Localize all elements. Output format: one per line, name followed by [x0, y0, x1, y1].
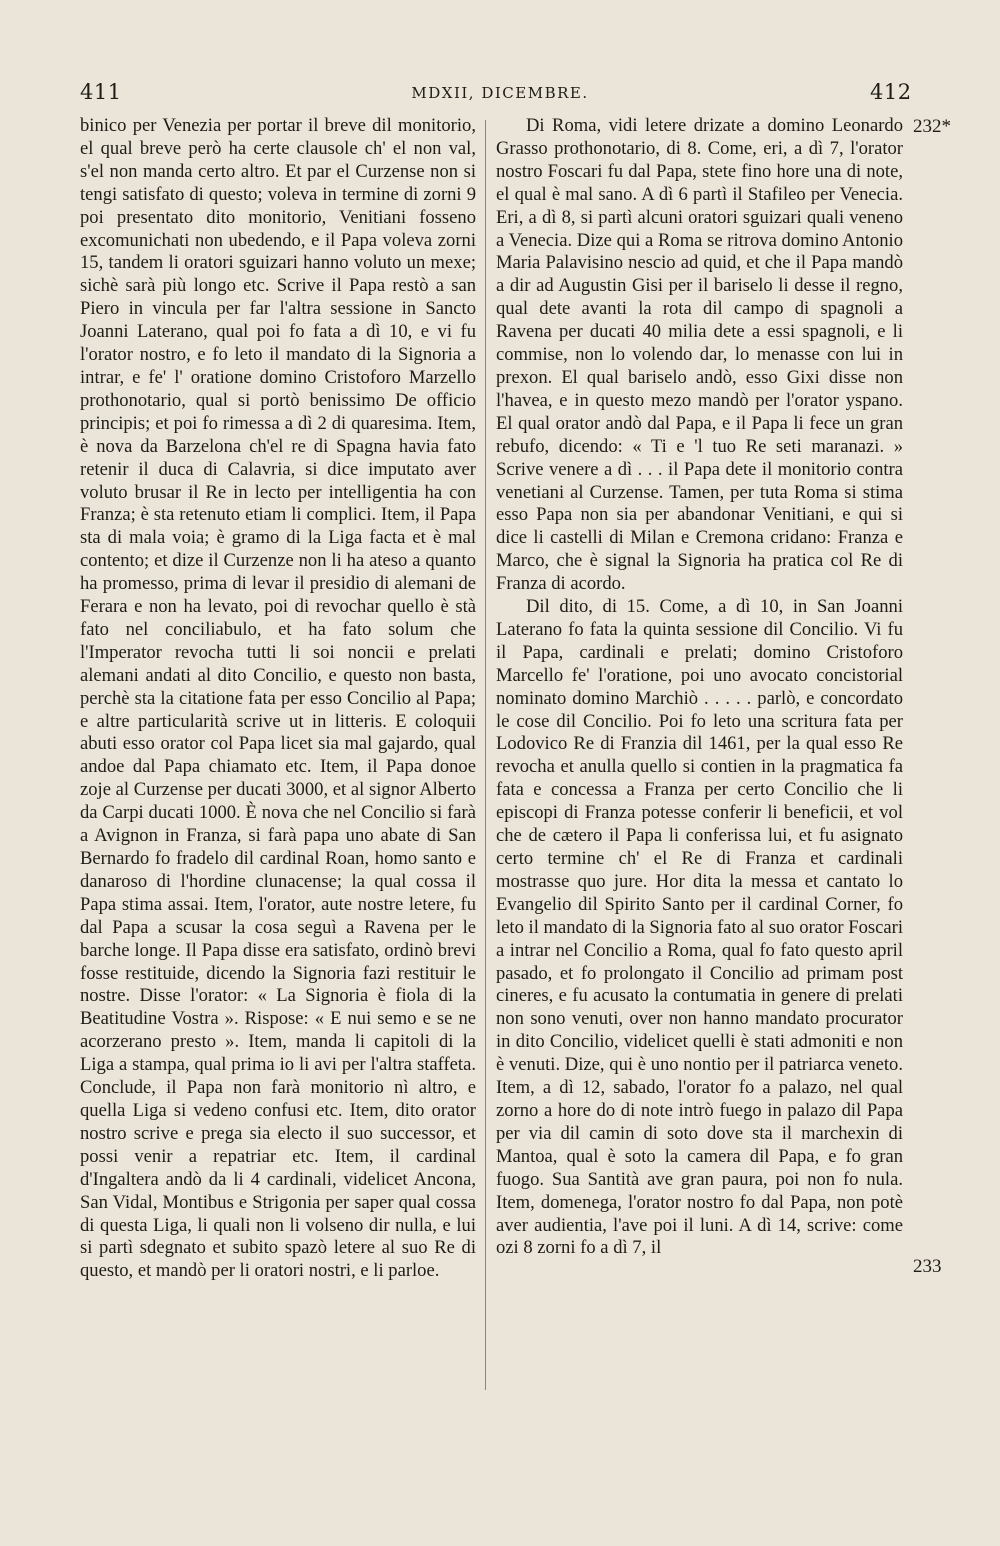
column-divider: [485, 120, 486, 1390]
right-paragraph-2: Dil dito, di 15. Come, a dì 10, in San Joanni Laterano fo fata la quinta sessione dil Concilio. Vi fu il Papa, cardinali e prelati; domino Cristoforo Marcello fe' l'oratione, poi uno avocato concistorial nominato domino Marchiò . . . . . parlò, e concordato le cose dil Concilio. Poi fo leto una scritura fata per Lodovico Re di Franzia dil 1461, per la qual esso Re revocha et anulla quello si contien in la pragmatica fa fata e concessa a Franza per certo Concilio che li episcopi di Franza potesse conferir li beneficii, et vol che de cætero il Papa li conferissa lui, et fu asignato certo termine ch' el Re di Franza et cardinali mostrasse quo jure. Hor dita la messa et cantato lo Evangelio dil Spirito Santo per il cardinal Corner, fo leto il mandato di la Signoria fato al suo orator Foscari a intrar nel Concilio a Roma, qual fo fato questo april pasado, et fo prolongato il Concilio ad primam post cineres, e fu acusato la contumatia in genere di prelati non sono venuti, over non hanno mandato procurator in dito Concilio, videlicet quelli è stati admoniti e non è venuti. Dize, qui è uno nontio per il patriarca veneto. Item, a dì 12, sabado, l'orator fo a palazo, nel qual zorno a hore do di note intrò fuego in palazo dil Papa per via dil camin di soto dove sta il marchexin di Mantoa, qual è soto la camera dil Papa, e fo gran fuogo. Sua Santità ave gran paura, poi non fo nula. Item, domenega, l'orator nostro fo dal Papa, non potè aver audientia, l'ave poi il luni. A dì 14, scrive: come ozi 8 zorni fo a dì 7, il: [496, 596, 903, 1259]
margin-note-232: 232*: [913, 116, 951, 137]
running-title: MDXII, DICEMBRE.: [411, 84, 589, 102]
page-number-left: 411: [80, 80, 122, 104]
left-paragraph-1: binico per Venezia per portar il breve dil monitorio, el qual breve però ha certe clausole ch' el non val, s'el non manda certo altro. Et par el Curzense non si tengi satisfato di questo; voleva in termine di zorni 9 poi presentato dito monitorio, Venitiani fosseno excomunichati non ubedendo, e il Papa voleva zorni 15, tandem li oratori sguizari hanno voluto un mexe; sichè sarà più longo etc. Scrive il Papa restò a san Piero in vincula per far l'altra sessione in Sancto Joanni Laterano, qual poi fo fata a dì 10, e vi fu l'orator nostro, e fo leto il mandato di la Signoria a intrar, e fe' l' oratione domino Cristoforo Marzello prothonotario, qual si portò benissimo De officio principis; et poi fo rimessa a dì 2 di quaresima. Item, è nova da Barzelona ch'el re di Spagna havia fato retenir il duca di Calavria, si dice imputato aver voluto brusar il Re in lecto per intelligentia ha con Franza; è sta retenuto etiam li complici. Item, il Papa sta di mala voia; è gramo di la Liga facta et è mal contento; et dize il Curzenze non li ha ateso a quanto ha promesso, prima di levar il presidio di alemani de Ferara e non ha levato, poi di revochar quello è stà fato nel conciliabulo, et ha fato solum che l'Imperator revocha tutti li soi noncii e prelati alemani andati al dito Concilio, e questo non basta, perchè sta la citatione fata per esso Concilio al Papa; e altre particularità scrive ut in litteris. E coloquii abuti esso orator col Papa licet sia mal gajardo, qual andoe dal Papa chiamato etc. Item, il Papa donoe zoje al Curzense per ducati 3000, et al signor Alberto da Carpi ducati 1000. È nova che nel Concilio si farà a Avignon in Franza, si farà papa uno abate di San Bernardo fo fradelo dil cardinal Roan, homo santo e danaroso di l'hordine clunacense; la qual cossa il Papa stima assai. Item, l'orator, aute nostre letere, fu dal Papa a scusar la cosa seguì a Ravena per le barche longe. Il Papa disse era satisfato, ordinò brevi fosse restituide, dicendo la Signoria fazi restituir le nostre. Disse l'orator: « La Signoria è fiola di la Beatitudine Vostra ». Rispose: « E nui semo e se ne acorzerano presto ». Item, manda li capitoli di la Liga a stampa, qual prima io li avi per l'altra staffeta. Conclude, il Papa non farà monitorio nì altro, e quella Liga si vedeno confusi etc. Item, dito orator nostro scrive e prega sia electo il suo successor, et possi venir a repatriar etc. Item, il cardinal d'Ingaltera andò da li 4 cardinali, videlicet Ancona, San Vidal, Montibus e Strigonia per saper qual cossa di questa Liga, li quali non li volseno dir nulla, e lui si partì sdegnato et subito spazò letere al suo Re di questo, et mandò per li oratori nostri, e li parloe.: [80, 115, 476, 1282]
left-column: [80, 115, 476, 1283]
right-column: [496, 115, 903, 1260]
margin-note-233: 233: [913, 1256, 942, 1277]
page-number-right: 412: [870, 80, 912, 104]
right-paragraph-1: Di Roma, vidi letere drizate a domino Leonardo Grasso prothonotario, di 8. Come, eri, a dì 7, l'orator nostro Foscari fu dal Papa, stete fino hore una di note, el qual è mal sano. A dì 6 partì il Stafileo per Venecia. Eri, a dì 8, si partì alcuni oratori sguizari quali veneno a Venecia. Dize qui a Roma se ritrova domino Antonio Maria Palavisino nescio ad quid, et che il Papa mandò a dir ad Augustin Gisi per il bariselo li desse il regno, qual dete avanti la rota dil campo di spagnoli a Ravena per ducati 40 milia dete a essi spagnoli, e li commise, non lo volendo dar, lo menasse con lui in prexon. El qual bariselo andò, esso Gixi disse non l'havea, e in questo mezo mandò per l'orator yspano. El qual orator andò dal Papa, e il Papa li fece un gran rebufo, dicendo: « Ti e 'l tuo Re seti maranazi. » Scrive venere a dì . . . il Papa dete il monitorio contra venetiani al Curzense. Tamen, per tuta Roma si stima esso Papa non sia per abandonar Venitiani, e qui si dice li castelli di Milan e Cremona cridano: Franza e Marco, che è signal la Signoria ha pratica col Re di Franza di acordo.: [496, 115, 903, 595]
